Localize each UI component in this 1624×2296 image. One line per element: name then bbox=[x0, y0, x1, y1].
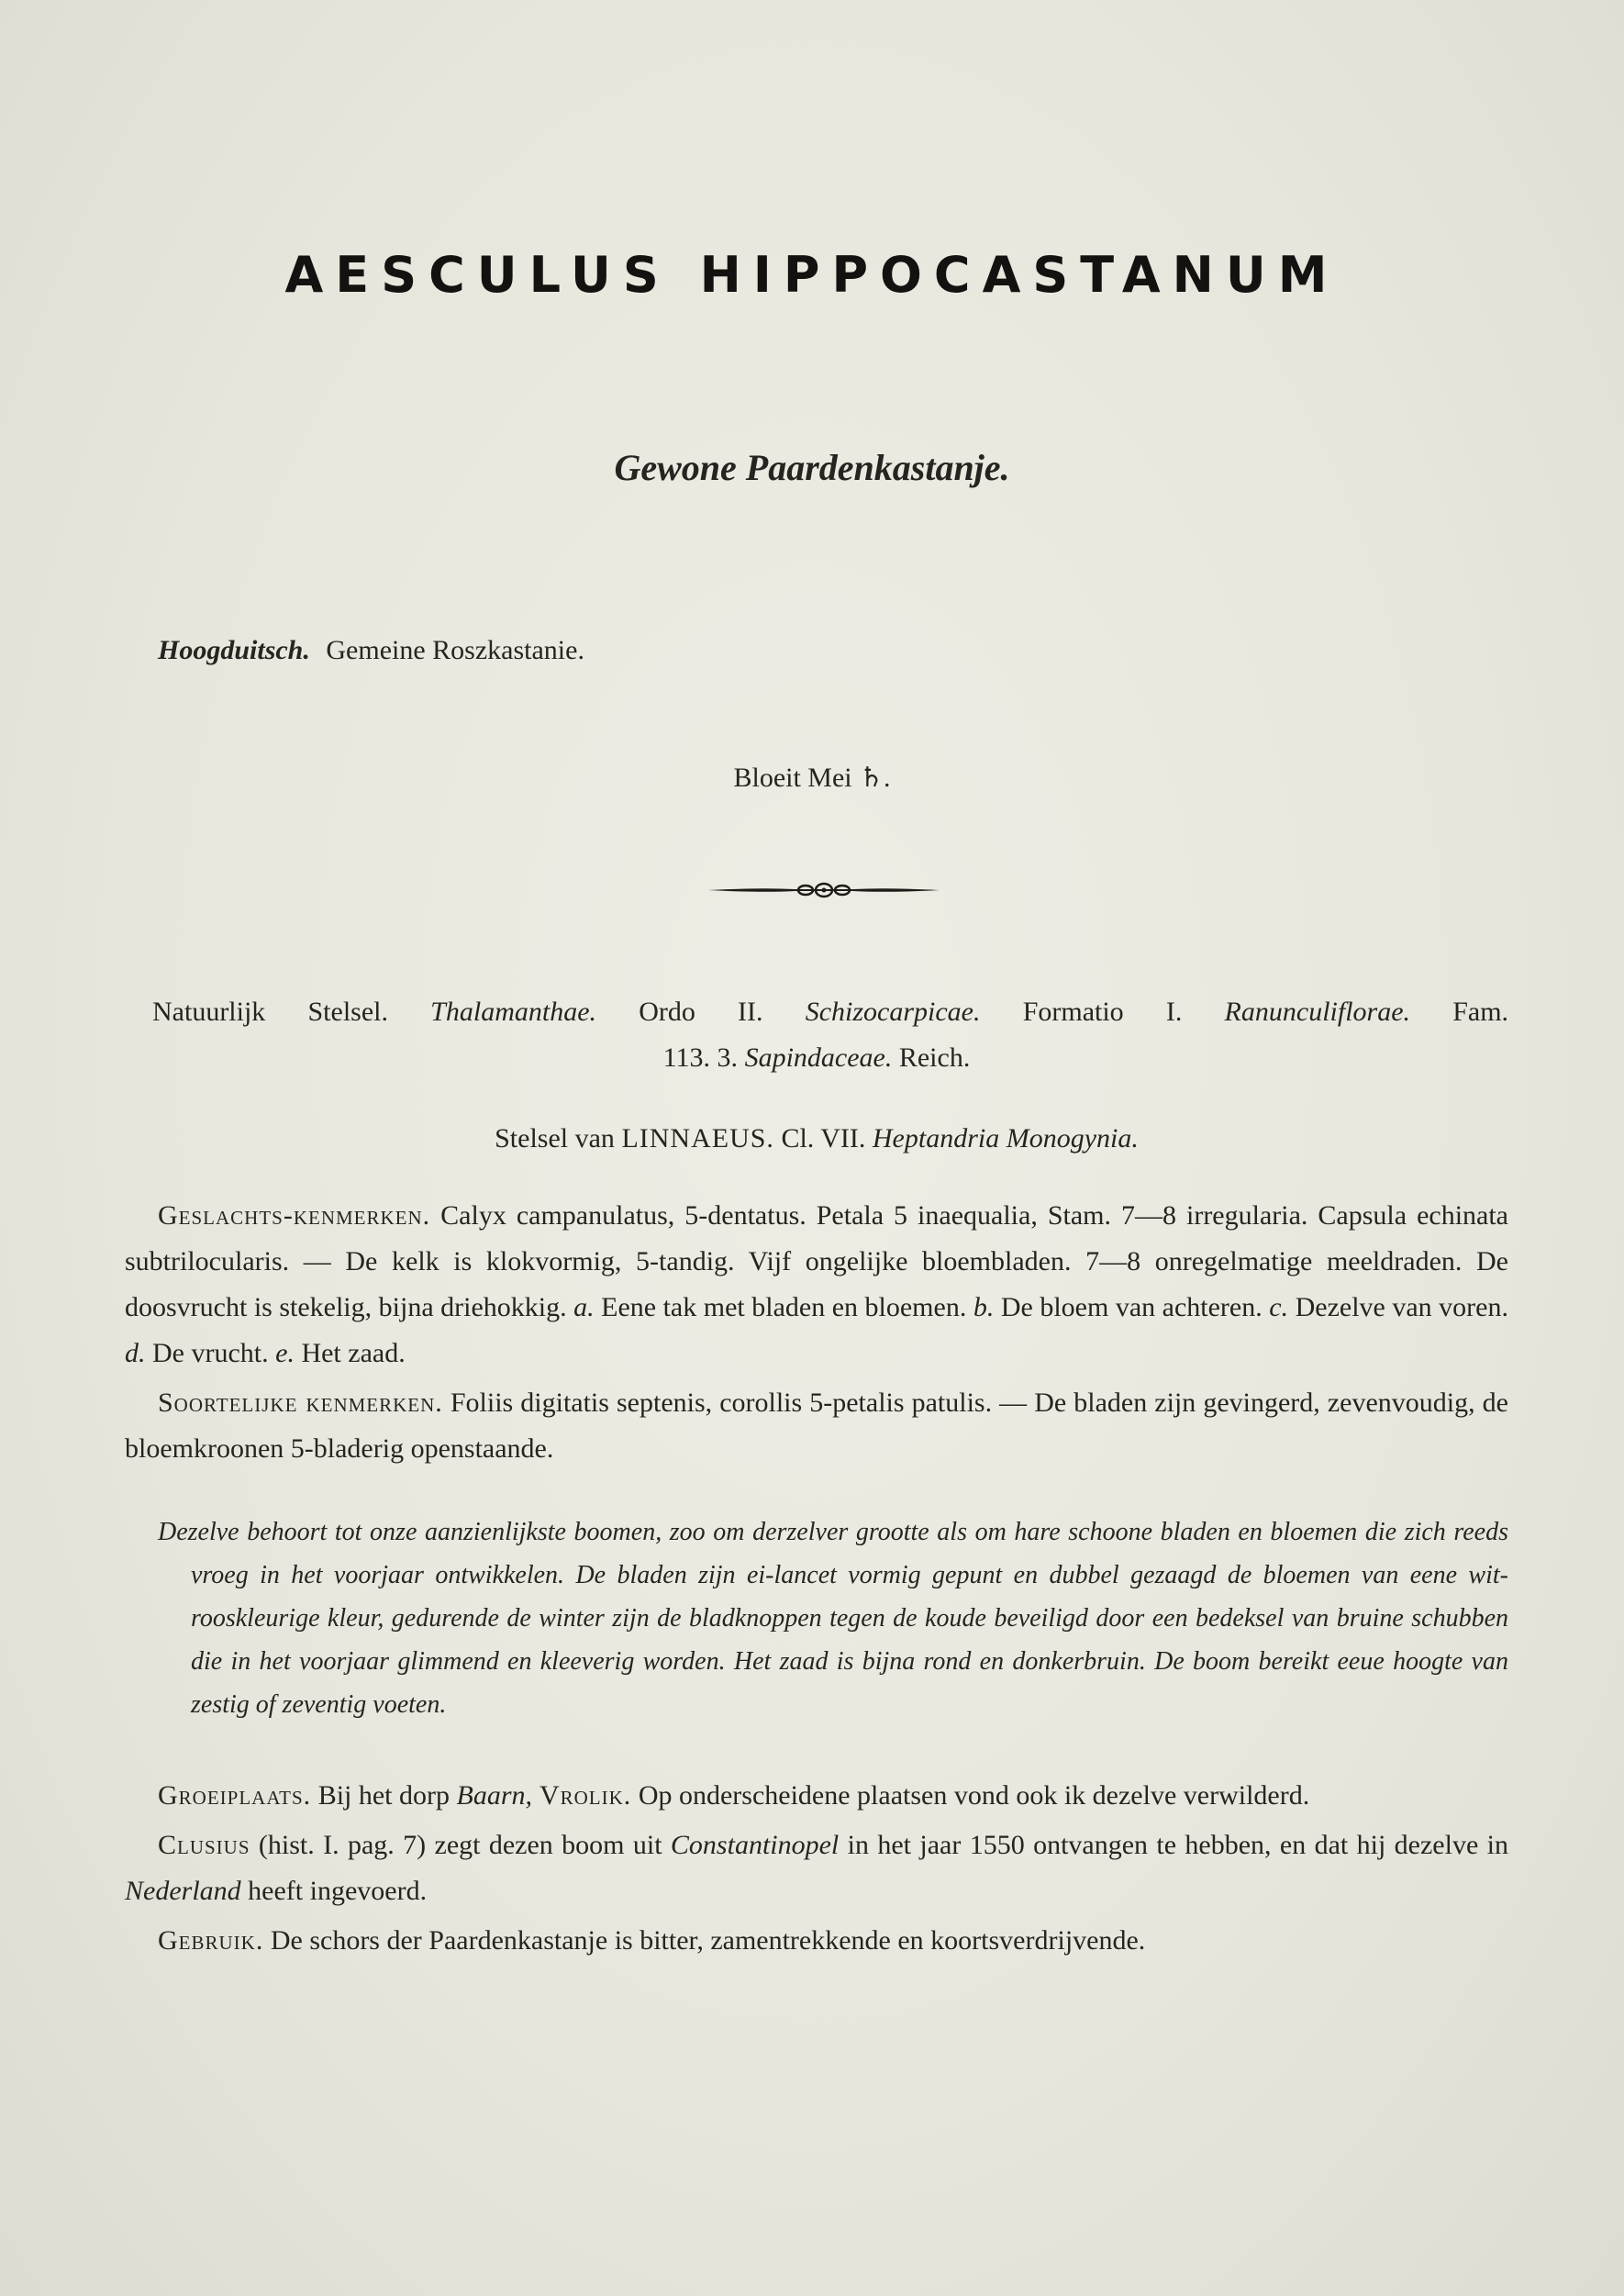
natural-system-term: Sapindaceae. bbox=[744, 1042, 893, 1073]
natural-system-line-2 bbox=[125, 1035, 1508, 1081]
figure-letter: e. bbox=[275, 1338, 295, 1368]
linnaeus-name: LINNAEUS. bbox=[621, 1123, 774, 1154]
natural-system-term: 113. 3. bbox=[662, 1042, 739, 1073]
natural-system-term: Formatio I. bbox=[1022, 997, 1183, 1027]
figure-letter: b. bbox=[973, 1292, 995, 1322]
natural-system-term: Thalamanthae. bbox=[430, 997, 597, 1027]
genus-label: Geslachts-kenmerken. bbox=[158, 1200, 431, 1231]
characters-section bbox=[125, 1193, 1508, 1476]
natural-system-term: Schizocarpicae. bbox=[805, 997, 981, 1027]
habitat-place: Baarn, bbox=[456, 1780, 533, 1811]
clusius-label: Clusius bbox=[158, 1830, 250, 1860]
habitat-text: Op onderscheidene plaatsen vond ook ik dezelve verwilderd. bbox=[631, 1780, 1310, 1811]
habitat-label: Groeiplaats. bbox=[158, 1780, 312, 1811]
clusius-country: Nederland bbox=[125, 1876, 241, 1906]
ornament-divider bbox=[706, 879, 941, 901]
genus-paragraph bbox=[125, 1193, 1508, 1376]
vernacular-value: Gemeine Roszkastanie. bbox=[326, 635, 584, 665]
vernacular-name bbox=[158, 635, 584, 666]
clusius-paragraph bbox=[125, 1822, 1508, 1914]
description-paragraph: Dezelve behoort tot onze aanzienlijkste boomen, zoo om derzelver grootte als om hare schoone bladen en bloemen die zich reeds vroeg in het voorjaar ontwikkelen. De bladen zijn ei-lancet vormig gepunt en dubbel gezaagd de bloemen van eene wit- rooskleurige kleur, gedurende de winter zijn de bladknoppen tegen de koude beveiligd door een bedeksel van bruine schubben die in het voorjaar glimmend en kleeverig worden. Het zaad is bijna rond en donkerbruin. De boom bereikt eeue hoogte van zestig of zeventig voeten. bbox=[158, 1518, 1508, 1719]
natural-system-term: Fam. bbox=[1452, 997, 1509, 1027]
linnaeus-label: Stelsel van bbox=[495, 1123, 615, 1154]
use-label: Gebruik. bbox=[158, 1925, 264, 1956]
genus-text: Calyx campanulatus, 5-dentatus. Petala 5 inaequalia, Stam. 7—8 irregularia. Capsula echinata subtrilocularis. — De kelk is klokvormig, 5-tandig. Vijf ongelijke bloembladen. 7—8 onregelmatige meeldraden. De doosvrucht is stekelig, bijna driehokkig. bbox=[125, 1200, 1508, 1322]
figure-caption: Eene tak met bladen en bloemen. bbox=[594, 1292, 973, 1322]
natural-system-term: Ranunculiflorae. bbox=[1224, 997, 1411, 1027]
flowering-line: Bloeit Mei ♄. bbox=[733, 763, 891, 793]
clusius-text: heeft ingevoerd. bbox=[240, 1876, 428, 1906]
page-title: AESCULUS HIPPOCASTANUM bbox=[284, 246, 1340, 304]
natural-system-term: Ordo II. bbox=[639, 997, 763, 1027]
natural-system-line-1 bbox=[125, 989, 1508, 1035]
species-label: Soortelijke kenmerken. bbox=[158, 1388, 443, 1418]
habitat-paragraph bbox=[125, 1773, 1508, 1819]
figure-caption: De vrucht. bbox=[145, 1338, 276, 1368]
clusius-text: (hist. I. pag. 7) zegt dezen boom uit bbox=[250, 1830, 671, 1860]
vernacular-language: Hoogduitsch. bbox=[158, 635, 310, 665]
natural-system-label: Natuurlijk Stelsel. bbox=[152, 997, 388, 1027]
page-subtitle: Gewone Paardenkastanje. bbox=[614, 447, 1010, 488]
linnaeus-system bbox=[125, 1116, 1508, 1162]
clusius-city: Constantinopel bbox=[670, 1830, 840, 1860]
species-text: Foliis digitatis septenis, corollis 5-petalis patulis. — De bladen zijn gevingerd, zevenvoudig, de bloemkroonen 5-bladerig openstaande. bbox=[125, 1388, 1508, 1464]
natural-system-term: Reich. bbox=[898, 1042, 971, 1073]
figure-letter: a. bbox=[573, 1292, 595, 1322]
habitat-authority: Vrolik. bbox=[532, 1780, 632, 1811]
linnaeus-class: Cl. VII. bbox=[781, 1123, 866, 1154]
habitat-text: Bij het dorp bbox=[311, 1780, 457, 1811]
linnaeus-order: Heptandria Monogynia. bbox=[872, 1123, 1139, 1154]
figure-caption: De bloem van achteren. bbox=[994, 1292, 1270, 1322]
figure-letter: c. bbox=[1269, 1292, 1289, 1322]
natural-system bbox=[125, 989, 1508, 1081]
figure-letter: d. bbox=[125, 1338, 146, 1368]
notes-section bbox=[125, 1773, 1508, 1967]
clusius-text: in het jaar 1550 ontvangen te hebben, en dat hij dezelve in bbox=[839, 1830, 1508, 1860]
use-text: De schors der Paardenkastanje is bitter, zamentrekkende en koortsverdrijvende. bbox=[263, 1925, 1146, 1956]
figure-caption: Het zaad. bbox=[294, 1338, 406, 1368]
species-paragraph bbox=[125, 1380, 1508, 1472]
use-paragraph bbox=[125, 1918, 1508, 1964]
figure-caption: Dezelve van voren. bbox=[1288, 1292, 1508, 1322]
